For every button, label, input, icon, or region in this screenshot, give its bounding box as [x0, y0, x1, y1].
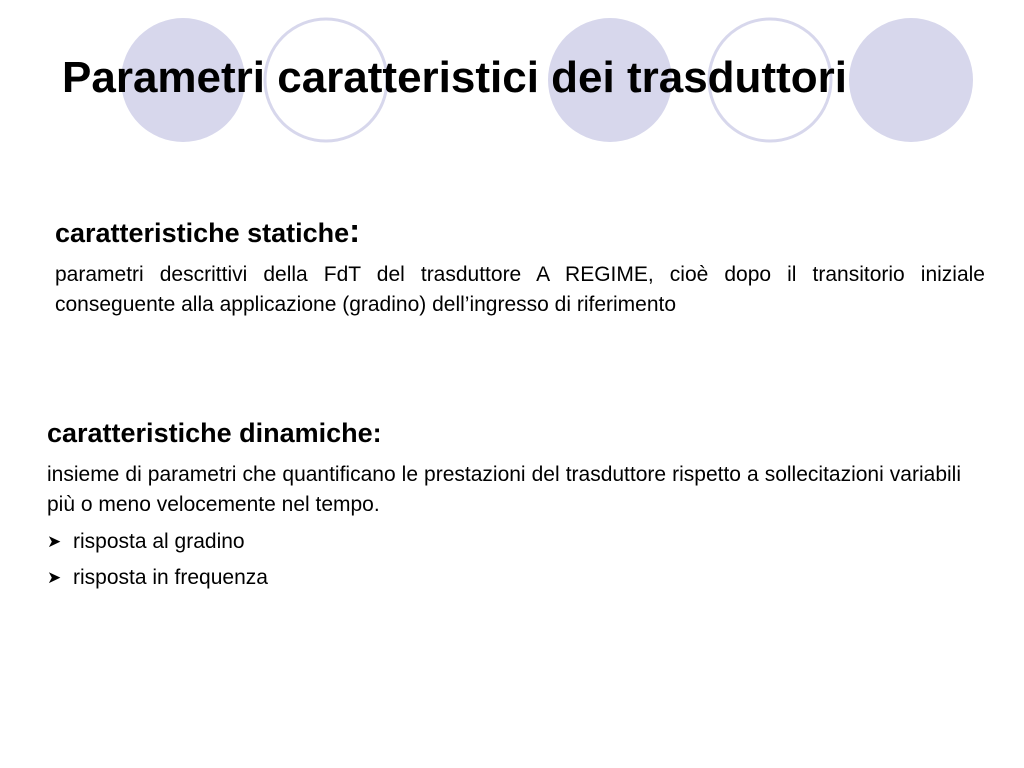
dynamic-section — [47, 416, 961, 596]
static-description: parametri descrittivi della FdT del trasduttore A REGIME, cioè dopo il transitorio iniziale conseguente alla applicazione (gradino) dell’ingresso di riferimento — [55, 263, 985, 316]
bullet-label: risposta in frequenza — [73, 566, 268, 589]
dynamic-bullet-list — [47, 524, 961, 596]
decor-circle-filled — [849, 18, 973, 142]
slide-title: Parametri caratteristici dei trasduttori — [62, 53, 847, 102]
arrow-bullet-icon: ➤ — [47, 568, 62, 587]
static-heading-text: caratteristiche statiche — [55, 218, 350, 248]
static-heading-colon: : — [349, 212, 361, 249]
list-item — [47, 524, 961, 560]
list-item — [47, 560, 961, 596]
static-section — [55, 214, 985, 320]
static-heading — [55, 214, 985, 250]
dynamic-heading: caratteristiche dinamiche: — [47, 418, 382, 448]
arrow-bullet-icon: ➤ — [47, 532, 62, 551]
dynamic-description: insieme di parametri che quantificano le prestazioni del trasduttore rispetto a sollecitazioni variabili più o meno velocemente nel tempo. — [47, 463, 961, 516]
bullet-label: risposta al gradino — [73, 530, 245, 553]
